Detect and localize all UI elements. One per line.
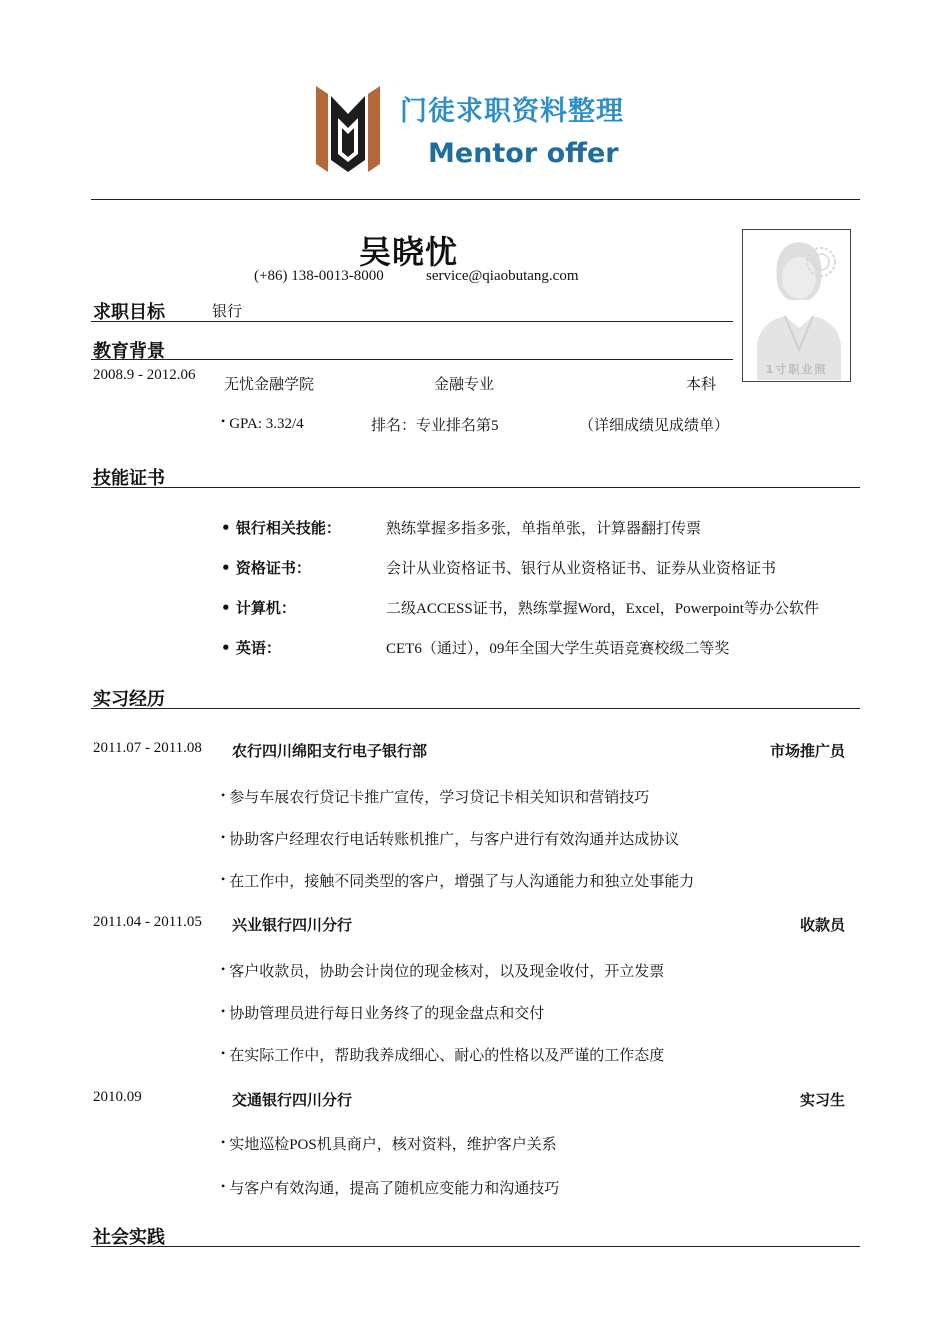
internships-title: 实习经历 (93, 689, 165, 710)
social-divider (91, 1246, 860, 1247)
photo-caption: 1寸职业照 (765, 363, 828, 376)
education-date: 2008.9 - 2012.06 (93, 367, 196, 383)
job-bullet: • 在工作中，接触不同类型的客户，增强了与人沟通能力和独立处事能力 (221, 870, 694, 891)
job-bullet: • 参与车展农行贷记卡推广宣传，学习贷记卡相关知识和营销技巧 (221, 786, 649, 807)
education-degree: 本科 (686, 375, 717, 393)
job-bullet: • 在实际工作中，帮助我养成细心、耐心的性格以及严谨的工作态度 (221, 1044, 664, 1065)
education-title: 教育背景 (93, 341, 165, 362)
logo-brand-en: Mentor offer (428, 138, 619, 169)
skill-value-english: CET6（通过），09年全国大学生英语竞赛校级二等奖 (386, 641, 730, 657)
education-divider (91, 359, 733, 360)
education-major: 金融专业 (434, 375, 495, 393)
job-bullet: • 客户收款员，协助会计岗位的现金核对，以及现金收付，开立发票 (221, 960, 664, 981)
skill-label-english: • 英语： (221, 637, 281, 658)
job-org: 兴业银行四川分行 (232, 916, 353, 934)
education-gpa: • GPA: 3.32/4 (221, 414, 304, 433)
phone-number: (+86) 138-0013-8000 (254, 268, 384, 284)
job-date: 2011.07 - 2011.08 (93, 740, 202, 756)
skill-label-banking: • 银行相关技能： (221, 517, 341, 538)
skill-value-banking: 熟练掌握多指多张，单指单张，计算器翻打传票 (386, 521, 702, 537)
email-address: service@qiaobutang.com (426, 268, 579, 284)
profile-photo-placeholder (742, 229, 851, 382)
objective-value: 银行 (212, 302, 243, 320)
social-title: 社会实践 (93, 1227, 165, 1248)
logo-brand-cn: 门徒求职资料整理 (400, 96, 624, 127)
education-rank: 排名：专业排名第5 (371, 418, 499, 434)
job-org: 农行四川绵阳支行电子银行部 (232, 742, 428, 760)
person-silhouette-icon (743, 230, 850, 381)
skill-label-certificates: • 资格证书： (221, 557, 311, 578)
job-date: 2011.04 - 2011.05 (93, 914, 202, 930)
skills-divider (91, 487, 860, 488)
job-bullet: • 协助客户经理农行电话转账机推广，与客户进行有效沟通并达成协议 (221, 828, 679, 849)
job-bullet: • 实地巡检POS机具商户，核对资料，维护客户关系 (221, 1133, 557, 1154)
skills-title: 技能证书 (93, 468, 165, 489)
job-role: 市场推广员 (769, 742, 845, 760)
education-note: （详细成绩见成绩单） (579, 418, 730, 434)
candidate-name: 吴晓忧 (359, 233, 459, 271)
job-bullet: • 协助管理员进行每日业务终了的现金盘点和交付 (221, 1002, 544, 1023)
skill-value-computer: 二级ACCESS证书，熟练掌握Word，Excel，Powerpoint等办公软件 (386, 601, 819, 617)
skill-label-computer: • 计算机： (221, 597, 296, 618)
job-org: 交通银行四川分行 (232, 1091, 353, 1109)
job-role: 实习生 (799, 1091, 845, 1109)
job-role: 收款员 (799, 916, 845, 934)
skill-value-certificates: 会计从业资格证书、银行从业资格证书、证券从业资格证书 (386, 561, 777, 577)
job-bullet: • 与客户有效沟通，提高了随机应变能力和沟通技巧 (221, 1177, 559, 1198)
objective-divider (91, 321, 733, 322)
objective-label: 求职目标 (93, 302, 165, 323)
mentor-logo-icon (314, 84, 382, 174)
logo (314, 84, 382, 174)
job-date: 2010.09 (93, 1089, 142, 1105)
header-divider (91, 199, 860, 200)
internships-divider (91, 708, 860, 709)
education-school: 无忧金融学院 (224, 375, 315, 393)
